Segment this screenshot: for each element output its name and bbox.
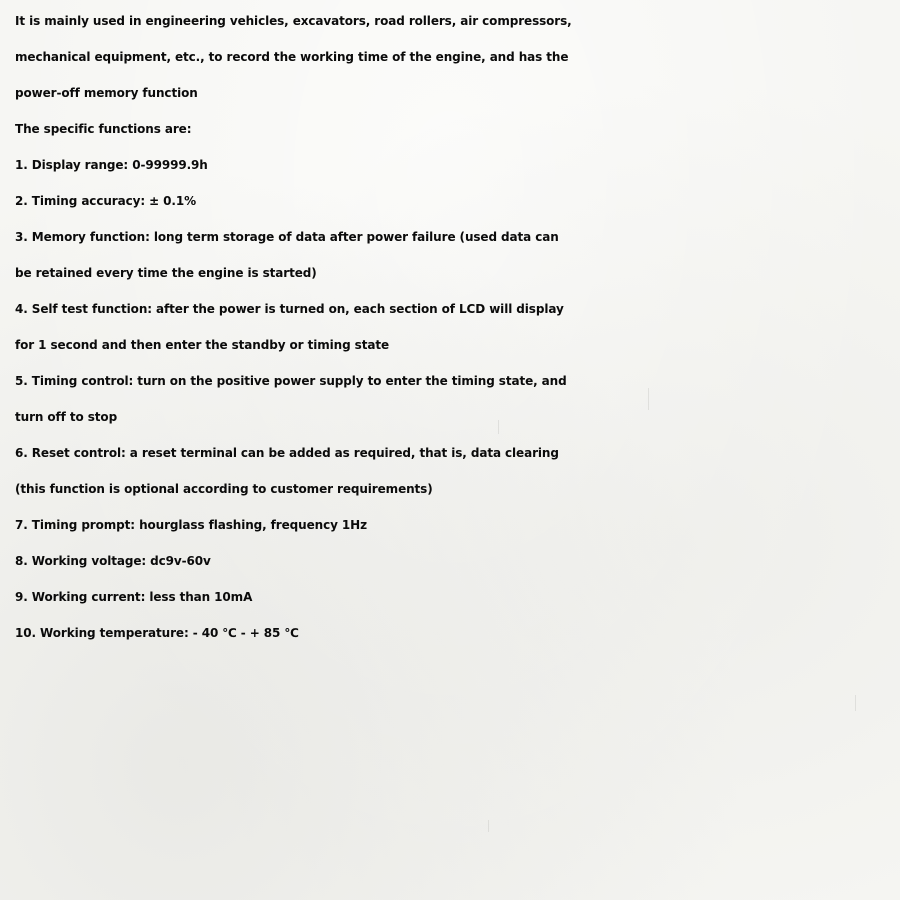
function-item	[15, 291, 895, 363]
function-line: 7. Timing prompt: hourglass flashing, frequency 1Hz	[15, 518, 367, 532]
function-line: 1. Display range: 0-99999.9h	[15, 158, 208, 172]
intro-paragraph	[15, 3, 895, 111]
function-item	[15, 435, 895, 507]
function-item	[15, 363, 895, 435]
function-line: be retained every time the engine is started)	[15, 266, 317, 280]
intro-line: mechanical equipment, etc., to record the working time of the engine, and has the	[15, 50, 569, 64]
function-item	[15, 507, 895, 543]
document-text	[15, 3, 895, 651]
paper-streak	[855, 695, 856, 711]
function-line: for 1 second and then enter the standby or timing state	[15, 338, 390, 352]
function-item	[15, 219, 895, 291]
function-line: 2. Timing accuracy: ± 0.1%	[15, 194, 197, 208]
function-line: turn off to stop	[15, 410, 118, 424]
function-line: (this function is optional according to customer requirements)	[15, 482, 433, 496]
intro-line: It is mainly used in engineering vehicles, excavators, road rollers, air compressors,	[15, 14, 572, 28]
function-line: 4. Self test function: after the power is turned on, each section of LCD will display	[15, 302, 564, 316]
functions-heading: The specific functions are:	[15, 122, 192, 136]
function-item	[15, 147, 895, 183]
paper-streak	[488, 820, 489, 832]
function-line: 9. Working current: less than 10mA	[15, 590, 253, 604]
function-line: 6. Reset control: a reset terminal can be added as required, that is, data clearing	[15, 446, 559, 460]
function-item	[15, 579, 895, 615]
function-item	[15, 543, 895, 579]
function-line: 3. Memory function: long term storage of data after power failure (used data can	[15, 230, 559, 244]
function-line: 10. Working temperature: - 40 ℃ - + 85 ℃	[15, 626, 299, 640]
function-line: 5. Timing control: turn on the positive power supply to enter the timing state, and	[15, 374, 567, 388]
function-line: 8. Working voltage: dc9v-60v	[15, 554, 211, 568]
functions-list	[15, 147, 895, 651]
function-item	[15, 615, 895, 651]
intro-line: power-off memory function	[15, 86, 198, 100]
function-item	[15, 183, 895, 219]
